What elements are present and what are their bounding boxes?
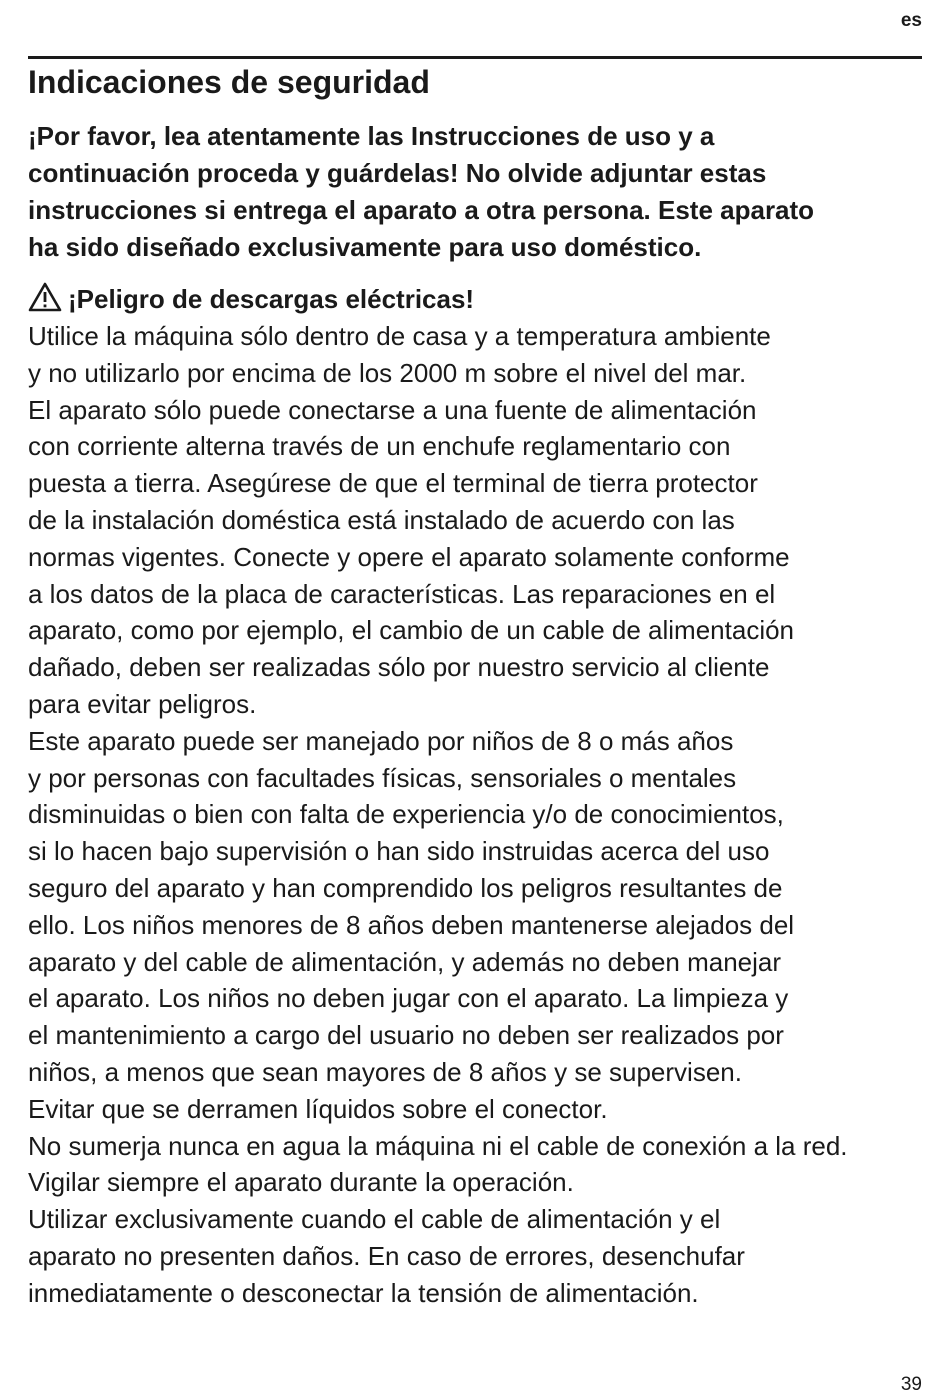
- body-line: a los datos de la placa de características. Las reparaciones en el: [28, 578, 776, 609]
- body-line: si lo hacen bajo supervisión o han sido instruidas acerca del uso: [28, 836, 770, 867]
- body-line: normas vigentes. Conecte y opere el aparato solamente conforme: [28, 541, 790, 572]
- body-line: para evitar peligros.: [28, 688, 257, 719]
- intro-line: continuación proceda y guárdelas! No olvide adjuntar estas: [28, 158, 767, 188]
- intro-line: ha sido diseñado exclusivamente para uso doméstico.: [28, 232, 702, 262]
- body-line: Utilizar exclusivamente cuando el cable de alimentación y el: [28, 1204, 721, 1235]
- body-line: disminuidas o bien con falta de experiencia y/o de conocimientos,: [28, 799, 784, 830]
- warning-heading-text: ¡Peligro de descargas eléctricas!: [68, 284, 475, 314]
- body-line: puesta a tierra. Asegúrese de que el terminal de tierra protector: [28, 468, 758, 499]
- language-code: es: [900, 10, 922, 31]
- warning-triangle-icon: [28, 282, 62, 312]
- safety-body: [28, 318, 928, 1312]
- section-title: Indicaciones de seguridad: [28, 64, 430, 100]
- body-line: El aparato sólo puede conectarse a una fuente de alimentación: [28, 394, 757, 425]
- body-line: niños, a menos que sean mayores de 8 años y se supervisen.: [28, 1056, 742, 1087]
- body-line: seguro del aparato y han comprendido los peligros resultantes de: [28, 872, 783, 903]
- body-line: el mantenimiento a cargo del usuario no deben ser realizados por: [28, 1020, 784, 1051]
- header-rule: [28, 56, 922, 59]
- body-line: dañado, deben ser realizadas sólo por nuestro servicio al cliente: [28, 652, 770, 683]
- body-line: Este aparato puede ser manejado por niños de 8 o más años: [28, 725, 734, 756]
- body-line: el aparato. Los niños no deben jugar con el aparato. La limpieza y: [28, 983, 789, 1014]
- body-line: inmediatamente o desconectar la tensión de alimentación.: [28, 1277, 699, 1308]
- body-line: con corriente alterna través de un enchufe reglamentario con: [28, 431, 731, 462]
- body-line: No sumerja nunca en agua la máquina ni el cable de conexión a la red.: [28, 1130, 848, 1161]
- body-line: aparato, como por ejemplo, el cambio de un cable de alimentación: [28, 615, 795, 646]
- page-number: 39: [900, 1374, 922, 1395]
- body-line: Vigilar siempre el aparato durante la operación.: [28, 1167, 574, 1198]
- body-line: Evitar que se derramen líquidos sobre el conector.: [28, 1093, 608, 1124]
- body-line: de la instalación doméstica está instalado de acuerdo con las: [28, 504, 735, 535]
- warning-heading: [28, 281, 474, 318]
- intro-paragraph: [28, 118, 928, 266]
- body-line: aparato no presenten daños. En caso de errores, desenchufar: [28, 1240, 745, 1271]
- intro-line: instrucciones si entrega el aparato a otra persona. Este aparato: [28, 195, 815, 225]
- intro-line: ¡Por favor, lea atentamente las Instrucciones de uso y a: [28, 121, 715, 151]
- body-line: y no utilizarlo por encima de los 2000 m sobre el nivel del mar.: [28, 357, 747, 388]
- body-line: y por personas con facultades físicas, sensoriales o mentales: [28, 762, 737, 793]
- body-line: ello. Los niños menores de 8 años deben mantenerse alejados del: [28, 909, 795, 940]
- body-line: Utilice la máquina sólo dentro de casa y a temperatura ambiente: [28, 321, 771, 351]
- body-line: aparato y del cable de alimentación, y además no deben manejar: [28, 946, 782, 977]
